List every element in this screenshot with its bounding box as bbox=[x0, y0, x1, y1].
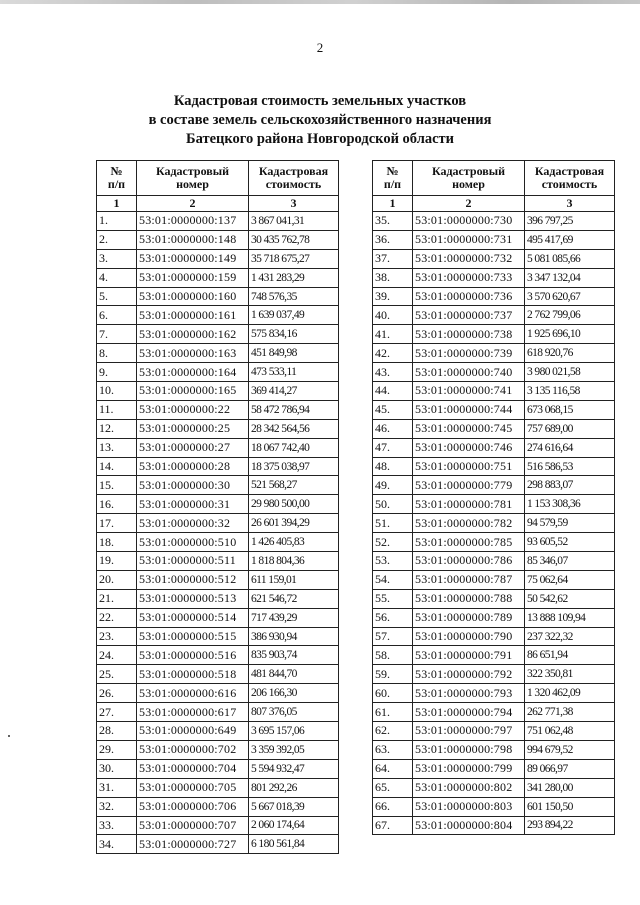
cadastral-number: 53:01:0000000:744 bbox=[413, 400, 525, 419]
cadastral-number: 53:01:0000000:798 bbox=[413, 740, 525, 759]
table-row bbox=[97, 438, 339, 457]
cadastral-number: 53:01:0000000:792 bbox=[413, 665, 525, 684]
row-number: 6. bbox=[97, 306, 137, 325]
cadastral-number: 53:01:0000000:516 bbox=[137, 646, 249, 665]
table-row bbox=[373, 287, 615, 306]
cadastral-number: 53:01:0000000:515 bbox=[137, 627, 249, 646]
row-number: 4. bbox=[97, 268, 137, 287]
row-number: 12. bbox=[97, 419, 137, 438]
cadastral-value: 516 586,53 bbox=[525, 457, 615, 476]
row-number: 33. bbox=[97, 816, 137, 835]
table-row bbox=[97, 759, 339, 778]
row-number: 64. bbox=[373, 759, 413, 778]
table-row bbox=[97, 230, 339, 249]
header-row bbox=[97, 161, 339, 196]
cadastral-number: 53:01:0000000:28 bbox=[137, 457, 249, 476]
row-number: 54. bbox=[373, 570, 413, 589]
table-row bbox=[373, 476, 615, 495]
table-row bbox=[373, 703, 615, 722]
table-row bbox=[97, 797, 339, 816]
cadastral-value: 1 925 696,10 bbox=[525, 325, 615, 344]
cadastral-number: 53:01:0000000:782 bbox=[413, 514, 525, 533]
table-row bbox=[97, 816, 339, 835]
table-row bbox=[373, 514, 615, 533]
row-number: 29. bbox=[97, 740, 137, 759]
cadastral-number: 53:01:0000000:518 bbox=[137, 665, 249, 684]
cadastral-number: 53:01:0000000:730 bbox=[413, 212, 525, 231]
cadastral-value: 717 439,29 bbox=[249, 608, 339, 627]
table-row bbox=[373, 552, 615, 571]
cadastral-value: 26 601 394,29 bbox=[249, 514, 339, 533]
table-row bbox=[373, 212, 615, 231]
column-number-row bbox=[373, 196, 615, 212]
cadastral-value: 473 533,11 bbox=[249, 363, 339, 382]
scan-edge bbox=[0, 0, 640, 4]
row-number: 44. bbox=[373, 382, 413, 401]
column-number-row bbox=[97, 196, 339, 212]
cadastral-number: 53:01:0000000:511 bbox=[137, 552, 249, 571]
row-number: 37. bbox=[373, 249, 413, 268]
table-row bbox=[373, 382, 615, 401]
cadastral-number: 53:01:0000000:794 bbox=[413, 703, 525, 722]
header-num: № п/п bbox=[373, 161, 413, 196]
cadastral-value: 481 844,70 bbox=[249, 665, 339, 684]
table-row bbox=[97, 835, 339, 854]
title-line-2: в составе земель сельскохозяйственного назначения bbox=[148, 112, 492, 128]
row-number: 14. bbox=[97, 457, 137, 476]
cadastral-value: 621 546,72 bbox=[249, 589, 339, 608]
table-row bbox=[97, 457, 339, 476]
row-number: 13. bbox=[97, 438, 137, 457]
cadastral-value: 386 930,94 bbox=[249, 627, 339, 646]
title-line-1: Кадастровая стоимость земельных участков bbox=[173, 93, 467, 109]
table-row bbox=[97, 589, 339, 608]
cadastral-value: 30 435 762,78 bbox=[249, 230, 339, 249]
cadastral-number: 53:01:0000000:799 bbox=[413, 759, 525, 778]
table-row bbox=[97, 382, 339, 401]
table-row bbox=[97, 722, 339, 741]
table-row bbox=[373, 325, 615, 344]
cadastral-number: 53:01:0000000:732 bbox=[413, 249, 525, 268]
row-number: 25. bbox=[97, 665, 137, 684]
row-number: 36. bbox=[373, 230, 413, 249]
table-row bbox=[97, 268, 339, 287]
cadastral-value: 35 718 675,27 bbox=[249, 249, 339, 268]
cadastral-number: 53:01:0000000:707 bbox=[137, 816, 249, 835]
cadastral-value: 18 067 742,40 bbox=[249, 438, 339, 457]
table-row bbox=[97, 684, 339, 703]
row-number: 50. bbox=[373, 495, 413, 514]
cadastral-number: 53:01:0000000:30 bbox=[137, 476, 249, 495]
row-number: 35. bbox=[373, 212, 413, 231]
cadastral-value: 262 771,38 bbox=[525, 703, 615, 722]
cadastral-value: 5 667 018,39 bbox=[249, 797, 339, 816]
row-number: 66. bbox=[373, 797, 413, 816]
cadastral-value: 495 417,69 bbox=[525, 230, 615, 249]
column-number-2: 2 bbox=[137, 196, 249, 212]
cadastral-value: 58 472 786,94 bbox=[249, 400, 339, 419]
cadastral-number: 53:01:0000000:161 bbox=[137, 306, 249, 325]
cadastral-number: 53:01:0000000:160 bbox=[137, 287, 249, 306]
cadastral-value: 1 818 804,36 bbox=[249, 552, 339, 571]
cadastral-value: 293 894,22 bbox=[525, 816, 615, 835]
cadastral-number: 53:01:0000000:793 bbox=[413, 684, 525, 703]
row-number: 67. bbox=[373, 816, 413, 835]
row-number: 11. bbox=[97, 400, 137, 419]
row-number: 41. bbox=[373, 325, 413, 344]
table-row bbox=[373, 495, 615, 514]
header-cadastral-number: Кадастровый номер bbox=[413, 161, 525, 196]
table-row bbox=[373, 627, 615, 646]
cadastral-number: 53:01:0000000:804 bbox=[413, 816, 525, 835]
scan-speck bbox=[8, 735, 10, 737]
cadastral-number: 53:01:0000000:514 bbox=[137, 608, 249, 627]
cadastral-value: 396 797,25 bbox=[525, 212, 615, 231]
cadastral-number: 53:01:0000000:787 bbox=[413, 570, 525, 589]
table-row bbox=[373, 457, 615, 476]
cadastral-value: 521 568,27 bbox=[249, 476, 339, 495]
table-row bbox=[373, 722, 615, 741]
header-num: № п/п bbox=[97, 161, 137, 196]
row-number: 10. bbox=[97, 382, 137, 401]
row-number: 16. bbox=[97, 495, 137, 514]
cadastral-value: 3 135 116,58 bbox=[525, 382, 615, 401]
cadastral-value: 994 679,52 bbox=[525, 740, 615, 759]
row-number: 52. bbox=[373, 533, 413, 552]
cadastral-number: 53:01:0000000:705 bbox=[137, 778, 249, 797]
column-number-1: 1 bbox=[97, 196, 137, 212]
table-row bbox=[97, 608, 339, 627]
table-row bbox=[373, 268, 615, 287]
row-number: 43. bbox=[373, 363, 413, 382]
cadastral-value: 1 426 405,83 bbox=[249, 533, 339, 552]
cadastral-value: 618 920,76 bbox=[525, 344, 615, 363]
table-row bbox=[97, 627, 339, 646]
cadastral-value: 274 616,64 bbox=[525, 438, 615, 457]
cadastral-number: 53:01:0000000:706 bbox=[137, 797, 249, 816]
table-row bbox=[97, 665, 339, 684]
row-number: 7. bbox=[97, 325, 137, 344]
column-number-3: 3 bbox=[249, 196, 339, 212]
table-row bbox=[97, 419, 339, 438]
cadastral-number: 53:01:0000000:737 bbox=[413, 306, 525, 325]
cadastral-value: 835 903,74 bbox=[249, 646, 339, 665]
cadastral-value: 451 849,98 bbox=[249, 344, 339, 363]
table-row bbox=[97, 212, 339, 231]
row-number: 58. bbox=[373, 646, 413, 665]
cadastral-value: 75 062,64 bbox=[525, 570, 615, 589]
cadastral-value: 86 651,94 bbox=[525, 646, 615, 665]
cadastral-value: 28 342 564,56 bbox=[249, 419, 339, 438]
header-cadastral-value: Кадастровая стоимость bbox=[525, 161, 615, 196]
document-title bbox=[0, 92, 640, 149]
cadastral-value: 5 594 932,47 bbox=[249, 759, 339, 778]
cadastral-number: 53:01:0000000:741 bbox=[413, 382, 525, 401]
row-number: 34. bbox=[97, 835, 137, 854]
table-row bbox=[373, 740, 615, 759]
table-row bbox=[97, 514, 339, 533]
row-number: 26. bbox=[97, 684, 137, 703]
cadastral-number: 53:01:0000000:704 bbox=[137, 759, 249, 778]
cadastral-value: 6 180 561,84 bbox=[249, 835, 339, 854]
table-row bbox=[373, 400, 615, 419]
cadastral-table-right bbox=[372, 160, 615, 835]
row-number: 18. bbox=[97, 533, 137, 552]
column-number-3: 3 bbox=[525, 196, 615, 212]
cadastral-value: 3 867 041,31 bbox=[249, 212, 339, 231]
cadastral-value: 322 350,81 bbox=[525, 665, 615, 684]
table-row bbox=[373, 438, 615, 457]
row-number: 30. bbox=[97, 759, 137, 778]
cadastral-number: 53:01:0000000:751 bbox=[413, 457, 525, 476]
cadastral-value: 3 347 132,04 bbox=[525, 268, 615, 287]
header-cadastral-value: Кадастровая стоимость bbox=[249, 161, 339, 196]
cadastral-value: 807 376,05 bbox=[249, 703, 339, 722]
cadastral-value: 3 359 392,05 bbox=[249, 740, 339, 759]
title-line-3: Батецкого района Новгородской области bbox=[185, 131, 454, 147]
table-row bbox=[97, 363, 339, 382]
table-row bbox=[373, 570, 615, 589]
table-row bbox=[373, 608, 615, 627]
row-number: 62. bbox=[373, 722, 413, 741]
cadastral-number: 53:01:0000000:702 bbox=[137, 740, 249, 759]
cadastral-value: 5 081 085,66 bbox=[525, 249, 615, 268]
cadastral-number: 53:01:0000000:802 bbox=[413, 778, 525, 797]
row-number: 19. bbox=[97, 552, 137, 571]
table-row bbox=[373, 249, 615, 268]
cadastral-value: 94 579,59 bbox=[525, 514, 615, 533]
cadastral-number: 53:01:0000000:791 bbox=[413, 646, 525, 665]
cadastral-number: 53:01:0000000:803 bbox=[413, 797, 525, 816]
header-cadastral-number: Кадастровый номер bbox=[137, 161, 249, 196]
cadastral-value: 29 980 500,00 bbox=[249, 495, 339, 514]
table-row bbox=[373, 533, 615, 552]
cadastral-number: 53:01:0000000:736 bbox=[413, 287, 525, 306]
cadastral-value: 13 888 109,94 bbox=[525, 608, 615, 627]
cadastral-number: 53:01:0000000:779 bbox=[413, 476, 525, 495]
row-number: 8. bbox=[97, 344, 137, 363]
cadastral-value: 89 066,97 bbox=[525, 759, 615, 778]
cadastral-value: 3 695 157,06 bbox=[249, 722, 339, 741]
cadastral-number: 53:01:0000000:738 bbox=[413, 325, 525, 344]
cadastral-number: 53:01:0000000:739 bbox=[413, 344, 525, 363]
row-number: 49. bbox=[373, 476, 413, 495]
table-row bbox=[373, 665, 615, 684]
cadastral-value: 757 689,00 bbox=[525, 419, 615, 438]
cadastral-number: 53:01:0000000:164 bbox=[137, 363, 249, 382]
table-row bbox=[97, 400, 339, 419]
cadastral-number: 53:01:0000000:149 bbox=[137, 249, 249, 268]
cadastral-number: 53:01:0000000:617 bbox=[137, 703, 249, 722]
row-number: 56. bbox=[373, 608, 413, 627]
cadastral-number: 53:01:0000000:165 bbox=[137, 382, 249, 401]
row-number: 24. bbox=[97, 646, 137, 665]
cadastral-number: 53:01:0000000:790 bbox=[413, 627, 525, 646]
table-row bbox=[373, 306, 615, 325]
cadastral-value: 3 980 021,58 bbox=[525, 363, 615, 382]
row-number: 31. bbox=[97, 778, 137, 797]
row-number: 5. bbox=[97, 287, 137, 306]
row-number: 21. bbox=[97, 589, 137, 608]
row-number: 39. bbox=[373, 287, 413, 306]
cadastral-value: 801 292,26 bbox=[249, 778, 339, 797]
cadastral-number: 53:01:0000000:22 bbox=[137, 400, 249, 419]
row-number: 23. bbox=[97, 627, 137, 646]
cadastral-number: 53:01:0000000:789 bbox=[413, 608, 525, 627]
row-number: 61. bbox=[373, 703, 413, 722]
table-row bbox=[373, 797, 615, 816]
table-row bbox=[373, 646, 615, 665]
table-row bbox=[373, 759, 615, 778]
row-number: 1. bbox=[97, 212, 137, 231]
table-row bbox=[373, 684, 615, 703]
cadastral-value: 369 414,27 bbox=[249, 382, 339, 401]
cadastral-number: 53:01:0000000:727 bbox=[137, 835, 249, 854]
cadastral-number: 53:01:0000000:781 bbox=[413, 495, 525, 514]
table-row bbox=[373, 419, 615, 438]
row-number: 42. bbox=[373, 344, 413, 363]
row-number: 27. bbox=[97, 703, 137, 722]
cadastral-number: 53:01:0000000:159 bbox=[137, 268, 249, 287]
cadastral-value: 298 883,07 bbox=[525, 476, 615, 495]
cadastral-number: 53:01:0000000:785 bbox=[413, 533, 525, 552]
table-row bbox=[97, 570, 339, 589]
cadastral-number: 53:01:0000000:786 bbox=[413, 552, 525, 571]
table-row bbox=[97, 740, 339, 759]
cadastral-number: 53:01:0000000:162 bbox=[137, 325, 249, 344]
cadastral-value: 575 834,16 bbox=[249, 325, 339, 344]
cadastral-value: 751 062,48 bbox=[525, 722, 615, 741]
row-number: 9. bbox=[97, 363, 137, 382]
cadastral-table-left bbox=[96, 160, 339, 854]
cadastral-value: 341 280,00 bbox=[525, 778, 615, 797]
cadastral-value: 673 068,15 bbox=[525, 400, 615, 419]
table-row bbox=[97, 476, 339, 495]
row-number: 48. bbox=[373, 457, 413, 476]
header-row bbox=[373, 161, 615, 196]
cadastral-number: 53:01:0000000:27 bbox=[137, 438, 249, 457]
row-number: 2. bbox=[97, 230, 137, 249]
row-number: 55. bbox=[373, 589, 413, 608]
column-number-2: 2 bbox=[413, 196, 525, 212]
cadastral-value: 611 159,01 bbox=[249, 570, 339, 589]
cadastral-value: 237 322,32 bbox=[525, 627, 615, 646]
table-row bbox=[373, 778, 615, 797]
cadastral-value: 2 762 799,06 bbox=[525, 306, 615, 325]
cadastral-value: 3 570 620,67 bbox=[525, 287, 615, 306]
row-number: 38. bbox=[373, 268, 413, 287]
row-number: 32. bbox=[97, 797, 137, 816]
cadastral-value: 2 060 174,64 bbox=[249, 816, 339, 835]
cadastral-value: 1 320 462,09 bbox=[525, 684, 615, 703]
table-row bbox=[373, 230, 615, 249]
cadastral-value: 18 375 038,97 bbox=[249, 457, 339, 476]
cadastral-number: 53:01:0000000:788 bbox=[413, 589, 525, 608]
cadastral-value: 93 605,52 bbox=[525, 533, 615, 552]
table-row bbox=[97, 287, 339, 306]
row-number: 3. bbox=[97, 249, 137, 268]
table-row bbox=[97, 325, 339, 344]
cadastral-number: 53:01:0000000:797 bbox=[413, 722, 525, 741]
table-row bbox=[373, 589, 615, 608]
cadastral-number: 53:01:0000000:148 bbox=[137, 230, 249, 249]
table-row bbox=[97, 306, 339, 325]
row-number: 57. bbox=[373, 627, 413, 646]
cadastral-number: 53:01:0000000:733 bbox=[413, 268, 525, 287]
table-row bbox=[97, 344, 339, 363]
cadastral-value: 1 153 308,36 bbox=[525, 495, 615, 514]
cadastral-number: 53:01:0000000:745 bbox=[413, 419, 525, 438]
cadastral-number: 53:01:0000000:163 bbox=[137, 344, 249, 363]
cadastral-number: 53:01:0000000:513 bbox=[137, 589, 249, 608]
cadastral-value: 1 431 283,29 bbox=[249, 268, 339, 287]
column-number-1: 1 bbox=[373, 196, 413, 212]
table-row bbox=[97, 703, 339, 722]
cadastral-number: 53:01:0000000:137 bbox=[137, 212, 249, 231]
cadastral-number: 53:01:0000000:512 bbox=[137, 570, 249, 589]
cadastral-number: 53:01:0000000:731 bbox=[413, 230, 525, 249]
row-number: 59. bbox=[373, 665, 413, 684]
cadastral-number: 53:01:0000000:25 bbox=[137, 419, 249, 438]
cadastral-value: 50 542,62 bbox=[525, 589, 615, 608]
row-number: 47. bbox=[373, 438, 413, 457]
table-row bbox=[97, 533, 339, 552]
row-number: 65. bbox=[373, 778, 413, 797]
cadastral-number: 53:01:0000000:510 bbox=[137, 533, 249, 552]
row-number: 20. bbox=[97, 570, 137, 589]
cadastral-number: 53:01:0000000:649 bbox=[137, 722, 249, 741]
table-row bbox=[97, 495, 339, 514]
row-number: 45. bbox=[373, 400, 413, 419]
row-number: 46. bbox=[373, 419, 413, 438]
row-number: 51. bbox=[373, 514, 413, 533]
table-row bbox=[97, 646, 339, 665]
row-number: 17. bbox=[97, 514, 137, 533]
row-number: 22. bbox=[97, 608, 137, 627]
cadastral-number: 53:01:0000000:740 bbox=[413, 363, 525, 382]
page-number: 2 bbox=[316, 40, 324, 55]
cadastral-value: 206 166,30 bbox=[249, 684, 339, 703]
cadastral-number: 53:01:0000000:616 bbox=[137, 684, 249, 703]
cadastral-number: 53:01:0000000:746 bbox=[413, 438, 525, 457]
cadastral-value: 1 639 037,49 bbox=[249, 306, 339, 325]
row-number: 60. bbox=[373, 684, 413, 703]
cadastral-number: 53:01:0000000:32 bbox=[137, 514, 249, 533]
row-number: 63. bbox=[373, 740, 413, 759]
row-number: 40. bbox=[373, 306, 413, 325]
cadastral-value: 85 346,07 bbox=[525, 552, 615, 571]
table-row bbox=[97, 778, 339, 797]
table-row bbox=[97, 552, 339, 571]
table-row bbox=[373, 344, 615, 363]
row-number: 15. bbox=[97, 476, 137, 495]
table-row bbox=[97, 249, 339, 268]
cadastral-value: 748 576,35 bbox=[249, 287, 339, 306]
cadastral-value: 601 150,50 bbox=[525, 797, 615, 816]
cadastral-number: 53:01:0000000:31 bbox=[137, 495, 249, 514]
row-number: 28. bbox=[97, 722, 137, 741]
table-row bbox=[373, 363, 615, 382]
row-number: 53. bbox=[373, 552, 413, 571]
table-row bbox=[373, 816, 615, 835]
